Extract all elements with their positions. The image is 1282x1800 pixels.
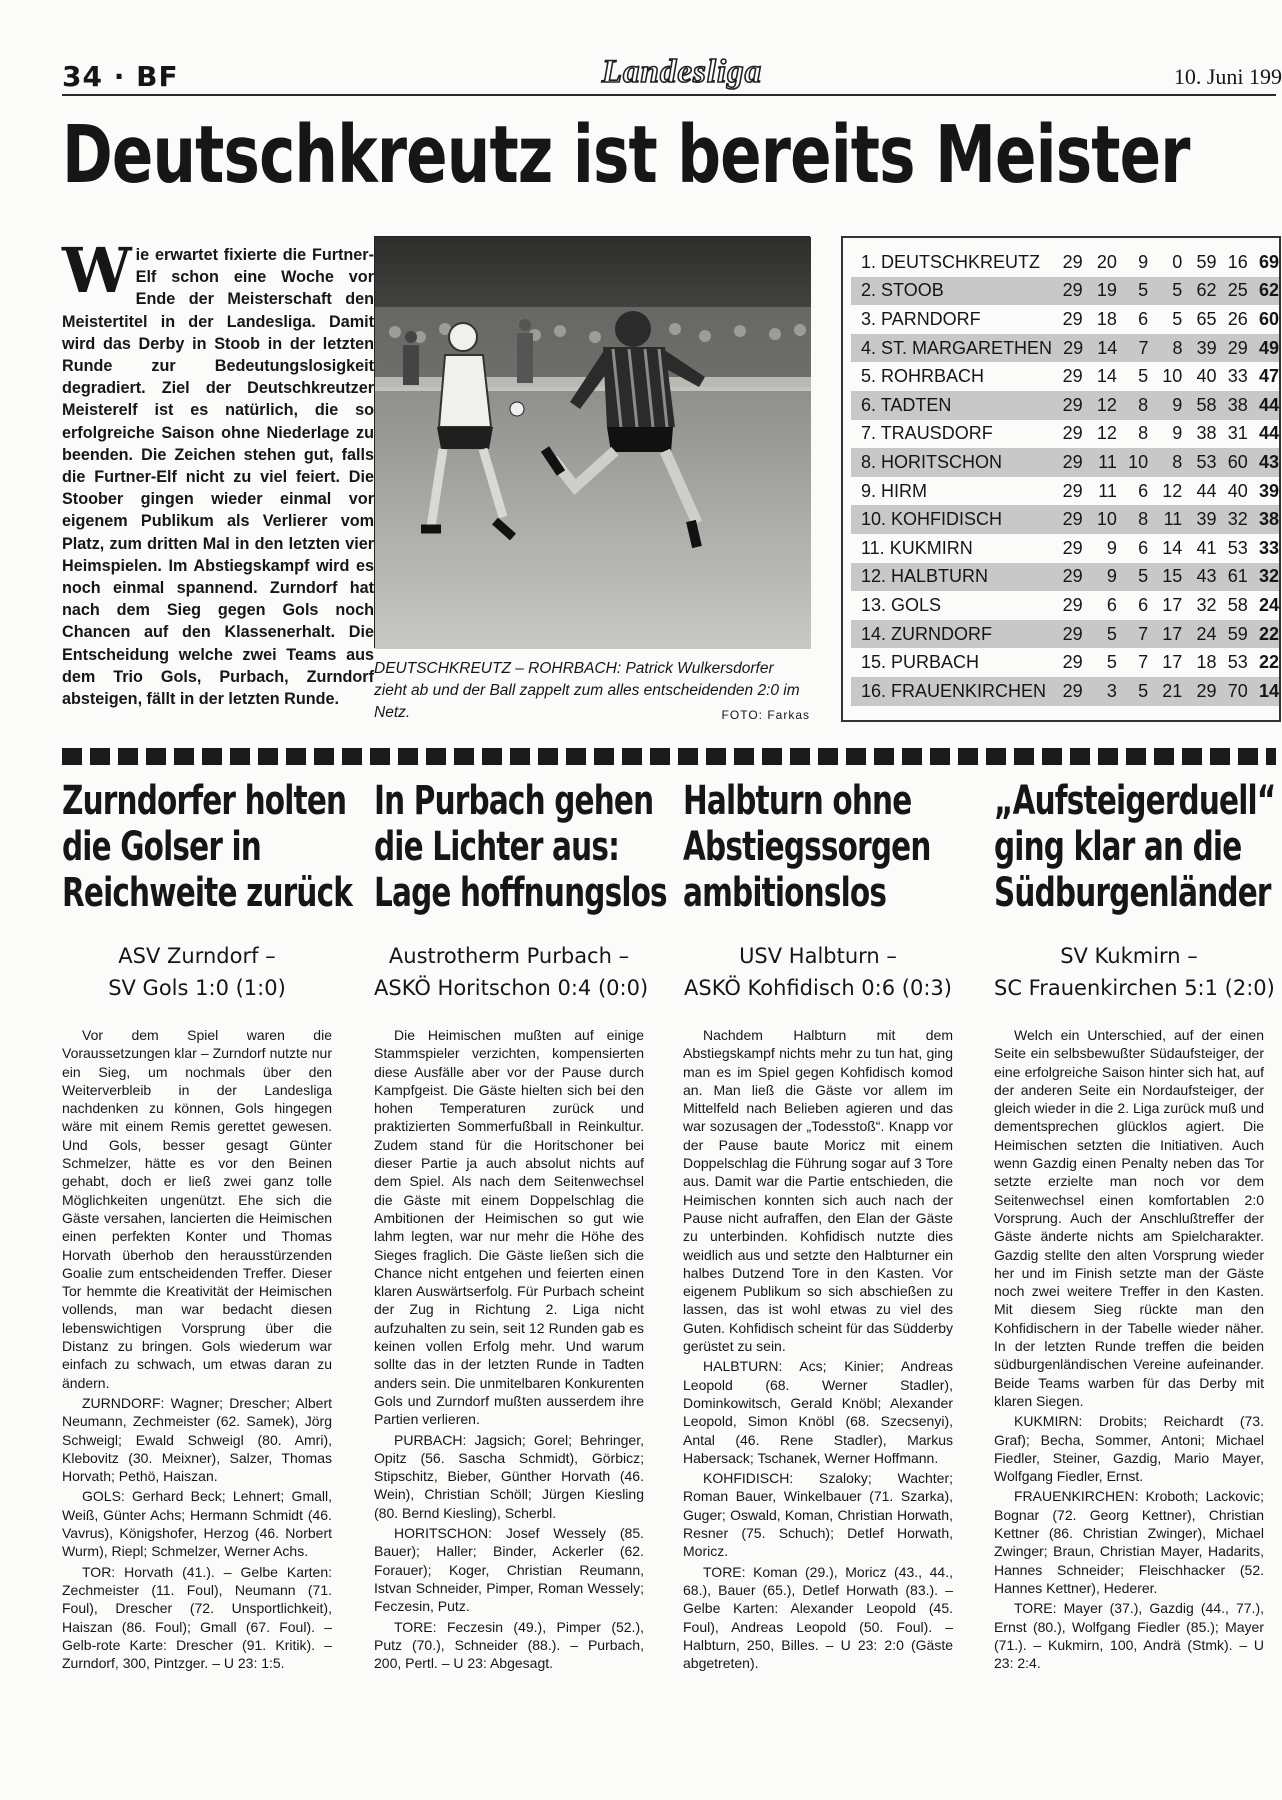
lineup-paragraph: HALBTURN: Acs; Kinier; Andreas Leopold (68. Werner Stadler), Dominkowitsch, Gerald Knöbl; Alexander Leopold, Simon Knöbl (68. Szecsenyi), Antal (46. Rene Stadler), Markus Habersack; Tschanek, Werner Hoffmann.: [683, 1358, 953, 1466]
goals-for: 38: [1196, 423, 1217, 444]
points: 22: [1258, 652, 1279, 673]
goals-against: 26: [1227, 308, 1248, 329]
points: 62: [1258, 280, 1279, 301]
draws: 8: [1138, 423, 1149, 444]
points: 43: [1258, 451, 1279, 472]
draws: 6: [1138, 594, 1149, 615]
result-line: SC Frauenkirchen 5:1 (2:0): [994, 976, 1275, 1000]
wins: 5: [1106, 652, 1117, 673]
games-played: 29: [1062, 394, 1083, 415]
games-played: 29: [1062, 480, 1083, 501]
goals-for: 39: [1196, 509, 1217, 530]
wins: 19: [1096, 280, 1117, 301]
goals-against: 32: [1227, 509, 1248, 530]
points: 22: [1258, 623, 1279, 644]
table-row: [851, 277, 1279, 306]
headline-line: Reichweite zurück: [62, 870, 353, 916]
goals-against: 53: [1227, 537, 1248, 558]
lineup-paragraph: HORITSCHON: Josef Wessely (85. Bauer); Haller; Binder, Ackerler (62. Forauer); Koger, Christian Reumann, Istvan Schneider, Pimper, Roman Wessely; Feczesin, Putz.: [374, 1525, 644, 1615]
team-name: 10. KOHFIDISCH: [861, 509, 1003, 530]
points: 32: [1258, 566, 1279, 587]
report-paragraph: Welch ein Unterschied, auf der einen Seite ein selbsbewußter Südaufsteiger, der eine erfolgreiche Saison hinter sich hat, auf der anderen Seite ein Nordaufsteiger, der gleich wieder in die 2. Liga zurück muß und dementsprechen glücklos agiert. Die Heimischen setzten die Initiativen. Auch wenn Gazdig einen Penalty neben das Tor setzte erzielte man noch vor dem Seitenwechsel einen komfortablen 2:0 Vorsprung. Auch der Anschlußtreffer der Gäste änderte nichts am Spielcharakter. Gazdig stellte den alten Vorsprung wieder her und im Finish setzte man der Gäste noch zwei weitere Treffer in den Kasten. Mit diesem Sieg rückte man den Kohfidischern in der Tabelle wieder näher. In der letzten Runde treffen die beiden südburgenländischen Vereine aufeinander. Beide Teams warben für das Derby mit klaren Siegen.: [994, 1027, 1264, 1409]
goals-for: 41: [1196, 537, 1217, 558]
lineup-paragraph: TORE: Koman (29.), Moricz (43., 44., 68.), Bauer (65.), Detlef Horwath (83.). – Gelbe Karten: Alexander Leopold (45. Foul), Andreas Leopold (50. Foul). – Halbturn, 250, Billes. – U 23: 2:0 (Gäste abgetreten).: [683, 1563, 953, 1672]
divider-rule: [62, 748, 1276, 765]
goals-for: 29: [1196, 680, 1217, 701]
result-line: Austrotherm Purbach –: [388, 944, 630, 968]
team-name: 9. HIRM: [861, 480, 928, 501]
report-paragraph: Vor dem Spiel waren die Voraussetzungen klar – Zurndorf nutzte nur ein Sieg, um nochmals über den Weiterverbleib in der Landesliga nachdenken zu können, Gols hingegen wäre mit einem Remis gerettet gewesen. Und Gols, besser gesagt Günter Schmelzer, hätte es vor den Beinen gehabt, doch er ließ zwei ganz tolle Möglichkeiten ungenützt. Ehe sich die Gäste versahen, lancierten die Heimischen einen perfekten Konter und Thomas Horvath überhob den herausstürzenden Goalie zum entscheidenden Treffer. Dieser Tor hemmte die Kreativität der Heimischen vollends, man war bedacht diesen lebenswichtigen Vorsprung über die Distanz zu bringen. Gols wiederum war einfach zu schwach, um etwas daran zu ändern.: [62, 1027, 332, 1391]
draws: 7: [1138, 337, 1149, 358]
games-played: 29: [1062, 308, 1083, 329]
match-report: [62, 778, 353, 1674]
headline-line: In Purbach gehen: [374, 778, 654, 824]
points: 44: [1258, 394, 1279, 415]
goals-for: 43: [1196, 566, 1217, 587]
wins: 6: [1106, 594, 1117, 615]
points: 38: [1258, 509, 1279, 530]
team-name: 2. STOOB: [861, 280, 944, 301]
losses: 8: [1172, 451, 1183, 472]
section-title: Landesliga: [601, 54, 763, 90]
team-name: 8. HORITSCHON: [861, 451, 1003, 472]
goals-against: 31: [1227, 423, 1248, 444]
goals-against: 29: [1227, 337, 1248, 358]
points: 24: [1258, 594, 1279, 615]
wins: 9: [1106, 537, 1117, 558]
report-body: [374, 1026, 644, 1672]
headline-line: die Golser in: [62, 824, 261, 870]
draws: 8: [1138, 394, 1149, 415]
wins: 20: [1096, 251, 1117, 272]
match-report: [683, 778, 953, 1674]
goals-against: 38: [1227, 394, 1248, 415]
lineup-paragraph: ZURNDORF: Wagner; Drescher; Albert Neumann, Zechmeister (62. Samek), Jörg Schweigl; Ewald Schweigl (80. Amri), Klebovitz (30. Meixner), Salzer, Thomas Horvath; Pethö, Haiszan.: [62, 1394, 332, 1485]
wins: 11: [1098, 451, 1117, 472]
result-line: ASV Zurndorf –: [118, 944, 276, 968]
headline-line: ambitionslos: [683, 870, 887, 916]
goals-against: 61: [1227, 566, 1248, 587]
losses: 5: [1172, 280, 1183, 301]
lineup-paragraph: TOR: Horvath (41.). – Gelbe Karten: Zechmeister (11. Foul), Neumann (71. Foul), Drescher (72. Unsportlichkeit), Haiszan (86. Foul); Gmall (67. Foul). – Gelb-rote Karte: Drescher (91. Kritik). – Zurndorf, 300, Pintzger. – U 23: 1:5.: [62, 1563, 332, 1672]
report-body: [62, 1026, 332, 1672]
goals-against: 70: [1227, 680, 1248, 701]
issue-date: 10. Juni 199: [1173, 64, 1282, 89]
points: 69: [1258, 251, 1279, 272]
lineup-paragraph: TORE: Mayer (37.), Gazdig (44., 77.), Ernst (80.), Wolfgang Fiedler (85.); Mayer (71.). – Kukmirn, 100, Andrä (Stmk). – U 23: 2:4.: [994, 1600, 1264, 1672]
table-row: [851, 334, 1279, 363]
games-played: 29: [1062, 680, 1083, 701]
match-result: [374, 940, 649, 1004]
report-headline: [994, 778, 1277, 916]
team-name: 1. DEUTSCHKREUTZ: [861, 251, 1041, 272]
points: 33: [1258, 537, 1279, 558]
losses: 21: [1162, 680, 1183, 701]
games-played: 29: [1062, 623, 1083, 644]
points: 44: [1258, 423, 1279, 444]
games-played: 29: [1062, 366, 1083, 387]
headline-line: ging klar an die: [994, 824, 1242, 870]
points: 60: [1258, 308, 1279, 329]
points: 49: [1258, 337, 1279, 358]
goals-against: 25: [1227, 280, 1248, 301]
losses: 8: [1172, 337, 1183, 358]
headline-line: Lage hoffnungslos: [374, 870, 667, 916]
losses: 0: [1172, 251, 1183, 272]
page-number: 34 · BF: [62, 60, 179, 93]
losses: 10: [1162, 366, 1183, 387]
wins: 14: [1097, 337, 1118, 358]
losses: 15: [1162, 566, 1183, 587]
draws: 7: [1138, 623, 1149, 644]
wins: 12: [1096, 423, 1117, 444]
table-row: [851, 534, 1279, 563]
lineup-paragraph: PURBACH: Jagsich; Gorel; Behringer, Opitz (56. Sascha Schmidt), Görbicz; Stipschitz, Bieber, Günther Horvath (46. Wein), Christian Schöll; Jürgen Kiesling (80. Bernd Kiesling), Scherbl.: [374, 1431, 644, 1521]
team-name: 11. KUKMIRN: [861, 537, 973, 558]
headline-line: „Aufsteigerduell“: [994, 778, 1276, 824]
losses: 11: [1163, 509, 1183, 530]
table-row: [851, 591, 1279, 620]
points: 47: [1258, 366, 1279, 387]
goals-for: 39: [1196, 337, 1217, 358]
games-played: 29: [1062, 251, 1083, 272]
result-line: SV Gols 1:0 (1:0): [108, 976, 286, 1000]
table-row: [851, 677, 1279, 706]
lineup-paragraph: FRAUENKIRCHEN: Kroboth; Lackovic; Bognar (72. Georg Kettner), Christian Kettner (86. Christian Zwinger), Michael Zwinger; Braun, Christian Mayer, Hadarits, Hannes Schneider; Fleischhacker (52. Hannes Kettner), Hederer.: [994, 1488, 1264, 1596]
goals-for: 59: [1196, 251, 1217, 272]
draws: 5: [1138, 566, 1149, 587]
draws: 6: [1138, 537, 1149, 558]
team-name: 16. FRAUENKIRCHEN: [861, 680, 1047, 701]
report-body: [683, 1026, 953, 1672]
table-row: [851, 420, 1279, 449]
goals-for: 65: [1196, 308, 1217, 329]
table-row: [851, 448, 1279, 477]
goals-for: 44: [1196, 480, 1217, 501]
headline-line: Zurndorfer holten: [62, 778, 347, 824]
goals-against: 40: [1227, 480, 1248, 501]
team-name: 14. ZURNDORF: [861, 623, 993, 644]
games-played: 29: [1062, 652, 1083, 673]
games-played: 29: [1062, 451, 1083, 472]
table-row: [851, 563, 1279, 592]
wins: 11: [1098, 480, 1117, 501]
table-row: [851, 362, 1279, 391]
match-report: [994, 778, 1276, 1674]
report-paragraph: Nachdem Halbturn mit dem Abstiegskampf nichts mehr zu tun hat, ging man es im Spiel gegen Kohfidisch komod an. Man ließ die Gäste vor allem im Mittelfeld nach Belieben agieren und das war sozusagen der „Todesstoß“. Knapp vor der Pause baute Moricz mit einem Doppelschlag die Führung sogar auf 3 Tore aus. Damit war die Partie entschieden, die Heimischen konnten sich auch nach der Pause nicht aufraffen, den Elan der Gäste zu unterbinden. Kohfidisch nutzte dies weidlich aus und setzte den Halbturner ein halbes Dutzend Tore in den Kasten. Vor eigenem Publikum so sich abschießen zu lassen, das ist wohl etwas zu viel des Guten. Kohfidisch scheint für das Südderby gerüstet zu sein.: [683, 1027, 953, 1355]
goals-against: 16: [1227, 251, 1248, 272]
result-line: USV Halbturn –: [739, 944, 897, 968]
report-headline: [374, 778, 667, 916]
team-name: 3. PARNDORF: [861, 308, 981, 329]
report-body: [994, 1026, 1264, 1672]
result-line: ASKÖ Horitschon 0:4 (0:0): [374, 976, 649, 1000]
draws: 6: [1138, 480, 1149, 501]
team-name: 15. PURBACH: [861, 652, 980, 673]
losses: 17: [1162, 594, 1183, 615]
main-headline: Deutschkreutz ist bereits Meister: [62, 109, 1190, 201]
team-name: 5. ROHRBACH: [861, 366, 985, 387]
result-line: ASKÖ Kohfidisch 0:6 (0:3): [684, 976, 952, 1000]
points: 14: [1258, 680, 1279, 701]
goals-for: 18: [1196, 652, 1217, 673]
draws: 9: [1138, 251, 1149, 272]
team-name: 12. HALBTURN: [861, 566, 989, 587]
match-report: [374, 778, 667, 1674]
draws: 10: [1128, 451, 1149, 472]
match-result: [683, 940, 953, 1004]
losses: 9: [1172, 394, 1183, 415]
losses: 17: [1162, 652, 1183, 673]
league-table: [841, 236, 1281, 722]
draws: 6: [1138, 308, 1149, 329]
draws: 8: [1138, 509, 1149, 530]
drop-cap: W: [62, 234, 132, 307]
goals-for: 58: [1196, 394, 1217, 415]
table-row: [851, 248, 1279, 277]
lead-article: [62, 234, 374, 710]
headline-line: Halbturn ohne: [683, 778, 912, 824]
caption-text: DEUTSCHKREUTZ – ROHRBACH: Patrick Wulkersdorfer zieht ab und der Ball zappelt zum alles entscheidenden 2:0 im Netz.: [374, 660, 800, 721]
games-played: 29: [1062, 280, 1083, 301]
photo-credit: FOTO: Farkas: [721, 708, 810, 722]
losses: 9: [1172, 423, 1183, 444]
lineup-paragraph: GOLS: Gerhard Beck; Lehnert; Gmall, Weiß, Günter Achs; Hermann Schmidt (46. Vavrus), Königshofer, Herzog (46. Norbert Wurm), Riepl; Schmelzer, Werner Achs.: [62, 1488, 332, 1560]
losses: 17: [1162, 623, 1183, 644]
points: 39: [1258, 480, 1279, 501]
goals-for: 40: [1196, 366, 1217, 387]
match-result: [994, 940, 1275, 1004]
report-headline: [62, 778, 353, 916]
goals-for: 62: [1196, 280, 1217, 301]
page-header: [62, 52, 1282, 96]
games-played: 29: [1063, 337, 1084, 358]
result-line: SV Kukmirn –: [1060, 944, 1198, 968]
goals-against: 33: [1227, 366, 1248, 387]
games-played: 29: [1062, 423, 1083, 444]
lineup-paragraph: KUKMIRN: Drobits; Reichardt (73. Graf); Becha, Sommer, Antoni; Michael Fiedler, Steiner, Gazdig, Mario Mayer, Wolfgang Fiedler, Ernst.: [994, 1413, 1264, 1485]
losses: 5: [1172, 308, 1183, 329]
report-headline: [683, 778, 966, 916]
match-photo: [374, 236, 810, 648]
wins: 14: [1096, 366, 1117, 387]
wins: 12: [1096, 394, 1117, 415]
wins: 18: [1096, 308, 1117, 329]
team-name: 6. TADTEN: [861, 394, 952, 415]
lineup-paragraph: KOHFIDISCH: Szaloky; Wachter; Roman Bauer, Winkelbauer (71. Szarka), Guger; Oswald, Koman, Christian Horwath, Resner (75. Schuch); Detlef Horwath, Moricz.: [683, 1470, 953, 1560]
goals-for: 24: [1196, 623, 1217, 644]
football-players-image: [375, 237, 811, 649]
goals-against: 60: [1227, 451, 1248, 472]
table-row: [851, 505, 1279, 534]
wins: 10: [1096, 509, 1117, 530]
losses: 14: [1162, 537, 1183, 558]
match-result: [62, 940, 332, 1004]
team-name: 13. GOLS: [861, 594, 942, 615]
photo-caption: [374, 658, 810, 724]
headline-line: Südburgenländer: [994, 870, 1271, 916]
games-played: 29: [1062, 594, 1083, 615]
goals-against: 53: [1227, 652, 1248, 673]
goals-for: 53: [1196, 451, 1217, 472]
wins: 3: [1106, 680, 1117, 701]
table-row: [851, 391, 1279, 420]
goals-for: 32: [1196, 594, 1217, 615]
table-row: [851, 648, 1279, 677]
games-played: 29: [1062, 509, 1083, 530]
report-paragraph: Die Heimischen mußten auf einige Stammspieler verzichten, kompensierten diese Ausfälle aber vor der Pause durch Kampfgeist. Die Gäste hielten sich bei den hohen Temperaturen zurück und praktizierten Sommerfußball in Reinkultur. Zudem stand für die Horitschoner bei dieser Partie ja auch absolut nichts auf dem Spiel. Als nach dem Seitenwechsel die Gäste mit einem Doppelschlag die Ambitionen der Heimischen so gut wie lahm legten, war nur mehr die Höhe des Sieges fraglich. Die Gäste ließen sich die Chance nicht entgehen und feierten einen klaren Auswärtserfolg. Für Purbach scheint der Zug in Richtung 2. Liga nicht aufzuhalten zu sein, seit 12 Runden gab es keinen vollen Erfolg mehr. Und warum sollte das in der letzten Runde in Tadten anders sein. Die unmitelbaren Konkurenten Gols und Zurndorf mußten ausserdem ihre Partien verlieren.: [374, 1027, 644, 1428]
table-row: [851, 620, 1279, 649]
draws: 7: [1138, 652, 1149, 673]
team-name: 7. TRAUSDORF: [861, 423, 993, 444]
team-name: 4. ST. MARGARETHEN: [861, 337, 1053, 358]
lead-text: ie erwartet fixierte die Furtner-Elf schon eine Woche vor Ende der Meisterschaft den Meistertitel in der Landesliga. Damit wird das Derby in Stoob in der letzten Runde zur Bedeutungslosigkeit degradiert. Ziel der Deutschkreutzer Meisterelf ist es natürlich, die so erfolgreiche Saison ohne Niederlage zu beenden. Die Zeichen stehen gut, falls die Furtner-Elf nicht zu viel feiert. Die Stoober gingen wieder einmal vor eigenem Publikum als Verlierer vom Platz, zum dritten Mal in den letzten vier Heimspielen. Im Abstiegskampf wird es noch einmal spannend. Zurndorf hat nach dem Sieg gegen Gols noch Chancen auf den Klassenerhalt. Die Entscheidung welche zwei Teams aus dem Trio Gols, Purbach, Zurndorf absteigen, fällt in der letzten Runde.: [62, 246, 374, 709]
lineup-paragraph: TORE: Feczesin (49.), Pimper (52.), Putz (70.), Schneider (88.). – Purbach, 200, Pertl. – U 23: Abgesagt.: [374, 1618, 644, 1672]
games-played: 29: [1062, 537, 1083, 558]
draws: 5: [1138, 680, 1149, 701]
draws: 5: [1138, 280, 1149, 301]
losses: 12: [1162, 480, 1183, 501]
wins: 5: [1106, 623, 1117, 644]
wins: 9: [1106, 566, 1117, 587]
draws: 5: [1138, 366, 1149, 387]
table-row: [851, 477, 1279, 506]
goals-against: 59: [1227, 623, 1248, 644]
games-played: 29: [1062, 566, 1083, 587]
headline-line: Abstiegssorgen: [683, 824, 931, 870]
table-row: [851, 305, 1279, 334]
goals-against: 58: [1227, 594, 1248, 615]
headline-line: die Lichter aus:: [374, 824, 620, 870]
